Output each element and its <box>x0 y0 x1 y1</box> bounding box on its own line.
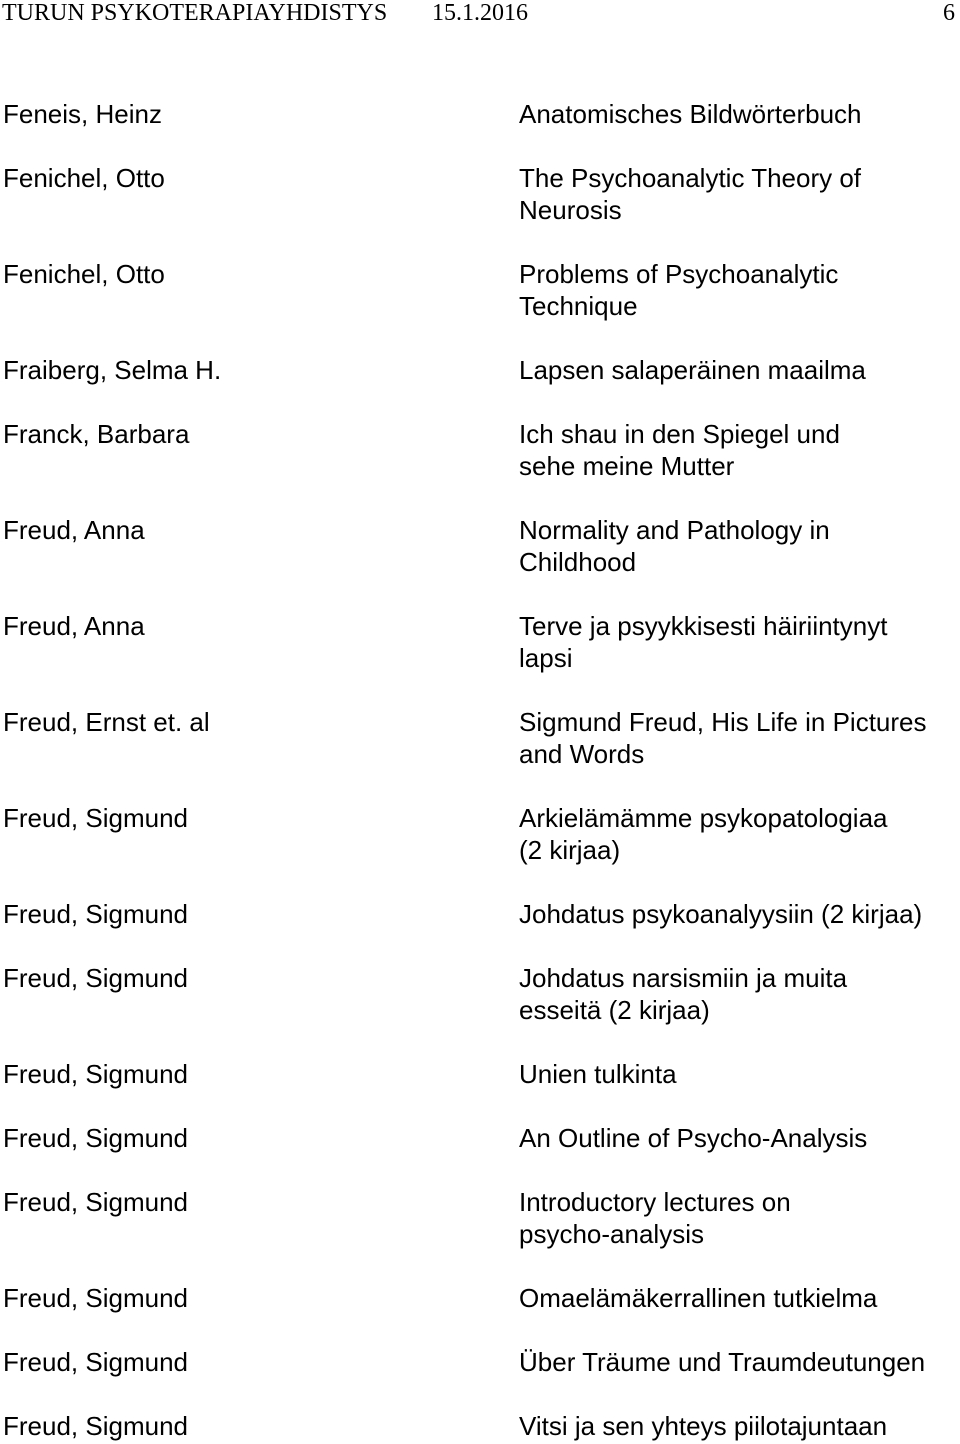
book-author: Freud, Sigmund <box>3 963 188 993</box>
book-title: Über Träume und Traumdeutungen <box>519 1347 926 1377</box>
page-number: 6 <box>943 0 955 26</box>
book-title: The Psychoanalytic Theory of Neurosis <box>519 163 862 225</box>
book-author: Freud, Sigmund <box>3 803 188 833</box>
organization-name: TURUN PSYKOTERAPIAYHDISTYS <box>2 0 388 26</box>
book-title: Sigmund Freud, His Life in Pictures and Words <box>519 707 927 769</box>
book-author: Freud, Sigmund <box>3 1411 188 1441</box>
book-title: Vitsi ja sen yhteys piilotajuntaan <box>519 1411 888 1441</box>
book-title: Ich shau in den Spiegel und sehe meine Mutter <box>519 419 840 481</box>
book-author: Franck, Barbara <box>3 419 190 449</box>
book-author: Freud, Sigmund <box>3 1347 188 1377</box>
book-title: An Outline of Psycho-Analysis <box>519 1123 868 1153</box>
book-author: Fenichel, Otto <box>3 163 165 193</box>
book-author: Freud, Sigmund <box>3 1187 188 1217</box>
book-title: Terve ja psyykkisesti häiriintynyt lapsi <box>519 611 888 673</box>
book-author: Fenichel, Otto <box>3 259 165 289</box>
book-author: Freud, Sigmund <box>3 1283 188 1313</box>
book-author: Feneis, Heinz <box>3 99 162 129</box>
book-title: Anatomisches Bildwörterbuch <box>519 99 862 129</box>
book-author: Freud, Ernst et. al <box>3 707 210 737</box>
book-title: Arkielämämme psykopatologiaa (2 kirjaa) <box>519 803 888 865</box>
book-author: Freud, Sigmund <box>3 1059 188 1089</box>
book-title: Omaelämäkerrallinen tutkielma <box>519 1283 878 1313</box>
book-title: Introductory lectures on psycho-analysis <box>519 1187 791 1249</box>
book-title: Johdatus psykoanalyysiin (2 kirjaa) <box>519 899 923 929</box>
book-title: Normality and Pathology in Childhood <box>519 515 830 577</box>
book-title: Johdatus narsismiin ja muita esseitä (2 kirjaa) <box>519 963 848 1025</box>
book-title: Problems of Psychoanalytic Technique <box>519 259 839 321</box>
book-author: Freud, Sigmund <box>3 1123 188 1153</box>
book-author: Freud, Sigmund <box>3 899 188 929</box>
book-author: Fraiberg, Selma H. <box>3 355 222 385</box>
book-title: Unien tulkinta <box>519 1059 677 1089</box>
book-title: Lapsen salaperäinen maailma <box>519 355 866 385</box>
book-author: Freud, Anna <box>3 611 145 641</box>
book-author: Freud, Anna <box>3 515 145 545</box>
document-date: 15.1.2016 <box>432 0 528 26</box>
